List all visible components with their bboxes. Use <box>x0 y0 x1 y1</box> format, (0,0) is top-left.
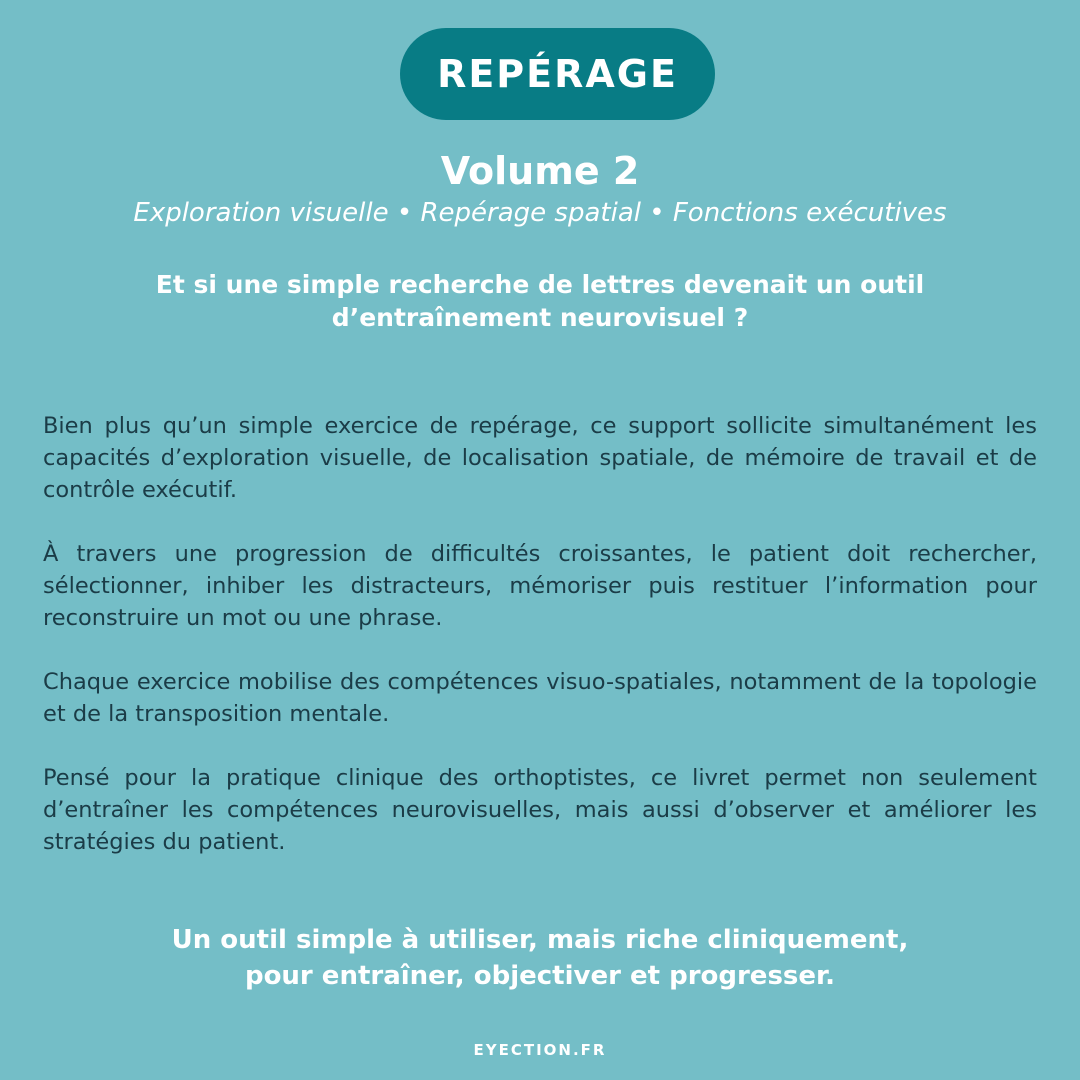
paragraph-2: À travers une progression de difficultés croissantes, le patient doit rechercher, sélectionner, inhiber les distracteurs, mémoriser puis restituer l’information pour reconstruire un mot ou une phrase. <box>43 541 1037 631</box>
subtitle: Exploration visuelle • Repérage spatial • Fonctions exécutives <box>133 198 947 228</box>
category-badge <box>400 28 715 120</box>
volume-title: Volume 2 <box>440 149 640 193</box>
question-line-2: d’entraînement neurovisuel ? <box>331 303 749 332</box>
footer-website: EYECTION.FR <box>473 1041 607 1059</box>
paragraph-1: Bien plus qu’un simple exercice de repérage, ce support sollicite simultanément les capacités d’exploration visuelle, de localisation spatiale, de mémoire de travail et de contrôle exécutif. <box>43 413 1037 503</box>
paragraph-4: Pensé pour la pratique clinique des orthoptistes, ce livret permet non seulement d’entraîner les compétences neurovisuelles, mais aussi d’observer et améliorer les stratégies du patient. <box>43 765 1037 855</box>
badge-label: REPÉRAGE <box>437 52 678 96</box>
closing-line-1: Un outil simple à utiliser, mais riche cliniquement, <box>171 925 909 955</box>
headline-question <box>60 268 1020 334</box>
question-line-1: Et si une simple recherche de lettres devenait un outil <box>155 270 925 299</box>
closing-line-2: pour entraîner, objectiver et progresser. <box>244 961 836 991</box>
closing-statement <box>0 922 1080 994</box>
description-body <box>43 410 1037 890</box>
paragraph-3: Chaque exercice mobilise des compétences visuo-spatiales, notamment de la topologie et de la transposition mentale. <box>43 669 1037 727</box>
